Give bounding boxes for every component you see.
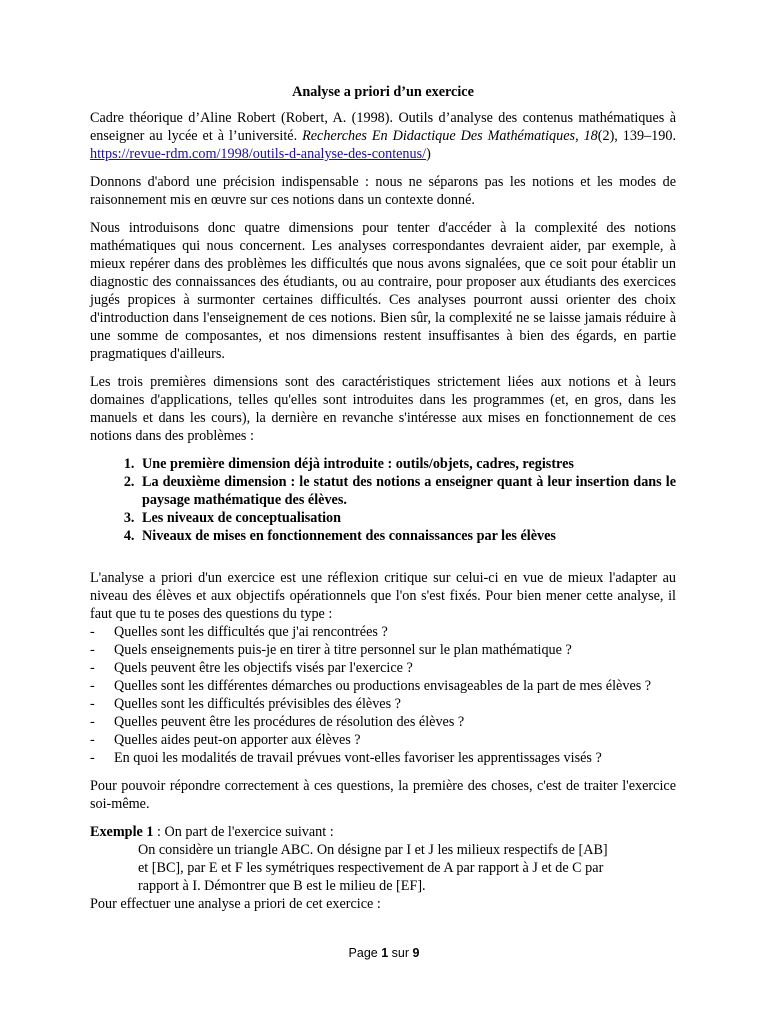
journal-issue-pages: (2), 139–190. bbox=[597, 128, 677, 144]
example-line: rapport à I. Démontrer que B est le milieu de [EF]. bbox=[138, 878, 426, 894]
question-text: En quoi les modalités de travail prévues vont-elles favoriser les apprentissages visés ? bbox=[114, 750, 602, 766]
question-item bbox=[90, 749, 676, 767]
question-item bbox=[90, 731, 676, 749]
question-text: Quels enseignements puis-je en tirer à titre personnel sur le plan mathématique ? bbox=[114, 642, 572, 658]
dash-bullet: - bbox=[90, 696, 95, 712]
example-heading bbox=[90, 823, 676, 841]
example-block bbox=[90, 823, 676, 913]
paragraph-precision: Donnons d'abord une précision indispensable : nous ne séparons pas les notions et les modes de raisonnement mis en œuvre sur ces notions dans un contexte donné. bbox=[90, 174, 676, 208]
current-page-number: 1 bbox=[381, 946, 389, 960]
question-item bbox=[90, 677, 676, 695]
paragraph-first-dimensions: Les trois premières dimensions sont des caractéristiques strictement liées aux notions et à leurs domaines d'applications, telles qu'elles sont introduites dans les programmes (et, en gros, dans les manuels et dans les cours), la dernière en revanche s'intéresse aux mises en fonctionnement de ces notions dans des problèmes : bbox=[90, 374, 676, 444]
paragraph-solve-first: Pour pouvoir répondre correctement à ces questions, la première des choses, c'est de traiter l'exercice soi-même. bbox=[90, 778, 676, 812]
dash-bullet: - bbox=[90, 678, 95, 694]
document-page bbox=[90, 83, 676, 913]
footer-prefix: Page bbox=[348, 946, 382, 960]
dash-bullet: - bbox=[90, 750, 95, 766]
question-item bbox=[90, 695, 676, 713]
citation-close: ) bbox=[426, 146, 431, 162]
dash-bullet: - bbox=[90, 732, 95, 748]
dimension-item: 4. Niveaux de mises en fonctionnement des connaissances par les élèves bbox=[138, 527, 676, 545]
question-text: Quelles sont les difficultés prévisibles des élèves ? bbox=[114, 696, 401, 712]
total-page-count: 9 bbox=[412, 946, 420, 960]
dimensions-list bbox=[90, 455, 676, 545]
citation-separator: , bbox=[575, 128, 584, 144]
example-intro: : On part de l'exercice suivant : bbox=[153, 824, 334, 840]
dimension-item: 1. Une première dimension déjà introduite : outils/objets, cadres, registres bbox=[138, 455, 676, 473]
citation-text: Cadre théorique d’Aline Robert (Robert, A. (1998). Outils d’analyse des contenus mathématiques à enseigner au lycée et à l’université. bbox=[90, 110, 676, 144]
question-item bbox=[90, 713, 676, 731]
question-text: Quelles peuvent être les procédures de résolution des élèves ? bbox=[114, 714, 465, 730]
question-text: Quelles aides peut-on apporter aux élèves ? bbox=[114, 732, 361, 748]
question-text: Quelles sont les différentes démarches ou productions envisageables de la part de mes élèves ? bbox=[114, 678, 652, 694]
page-footer bbox=[0, 946, 768, 960]
dash-bullet: - bbox=[90, 660, 95, 676]
dash-bullet: - bbox=[90, 642, 95, 658]
footer-middle: sur bbox=[388, 946, 413, 960]
theoretical-framework-paragraph bbox=[90, 109, 676, 163]
questions-list bbox=[90, 623, 676, 767]
paragraph-analysis-intro: L'analyse a priori d'un exercice est une réflexion critique sur celui-ci en vue de mieux l'adapter au niveau des élèves et aux objectifs opérationnels que l'on s'est fixés. Pour bien mener cette analyse, il faut que tu te poses des questions du type : bbox=[90, 570, 676, 622]
question-item bbox=[90, 659, 676, 677]
dimension-item: 2. La deuxième dimension : le statut des notions a enseigner quant à leur insertion dans le paysage mathématique des élèves. bbox=[138, 473, 676, 509]
example-line: On considère un triangle ABC. On désigne par I et J les milieux respectifs de [AB] bbox=[138, 842, 608, 858]
journal-name: Recherches En Didactique Des Mathématiques bbox=[302, 128, 576, 144]
paragraph-dimensions-intro: Nous introduisons donc quatre dimensions pour tenter d'accéder à la complexité des notions mathématiques qui nous concernent. Les analyses correspondantes devraient aider, par exemple, à mieux repérer dans des problèmes les difficultés que nous avons signalées, que ce soit pour établir un diagnostic des connaissances des étudiants, ou au contraire, pour proposer aux étudiants des exercices jugés propices à surmonter certaines difficultés. Ces analyses pourront aussi orienter des choix d'introduction dans l'enseignement de ces notions. Bien sûr, la complexité ne se laisse jamais réduire à une somme de composantes, et nos dimensions restent insuffisantes à bien des égards, en partie pragmatiques d'ailleurs. bbox=[90, 220, 676, 362]
paragraph-analysis-start: Pour effectuer une analyse a priori de cet exercice : bbox=[90, 896, 381, 912]
article-link[interactable]: https://revue-rdm.com/1998/outils-d-analyse-des-contenus/ bbox=[90, 146, 427, 162]
example-statement bbox=[90, 841, 676, 895]
dash-bullet: - bbox=[90, 624, 95, 640]
example-label: Exemple 1 bbox=[90, 824, 154, 840]
blank-line bbox=[90, 551, 676, 569]
example-line: et [BC], par E et F les symétriques respectivement de A par rapport à J et de C par bbox=[138, 860, 604, 876]
journal-volume: 18 bbox=[583, 128, 598, 144]
question-text: Quels peuvent être les objectifs visés par l'exercice ? bbox=[114, 660, 413, 676]
dimension-item: 3. Les niveaux de conceptualisation bbox=[138, 509, 676, 527]
document-title: Analyse a priori d’un exercice bbox=[292, 84, 474, 100]
question-item bbox=[90, 641, 676, 659]
dash-bullet: - bbox=[90, 714, 95, 730]
question-item bbox=[90, 623, 676, 641]
question-text: Quelles sont les difficultés que j'ai rencontrées ? bbox=[114, 624, 388, 640]
